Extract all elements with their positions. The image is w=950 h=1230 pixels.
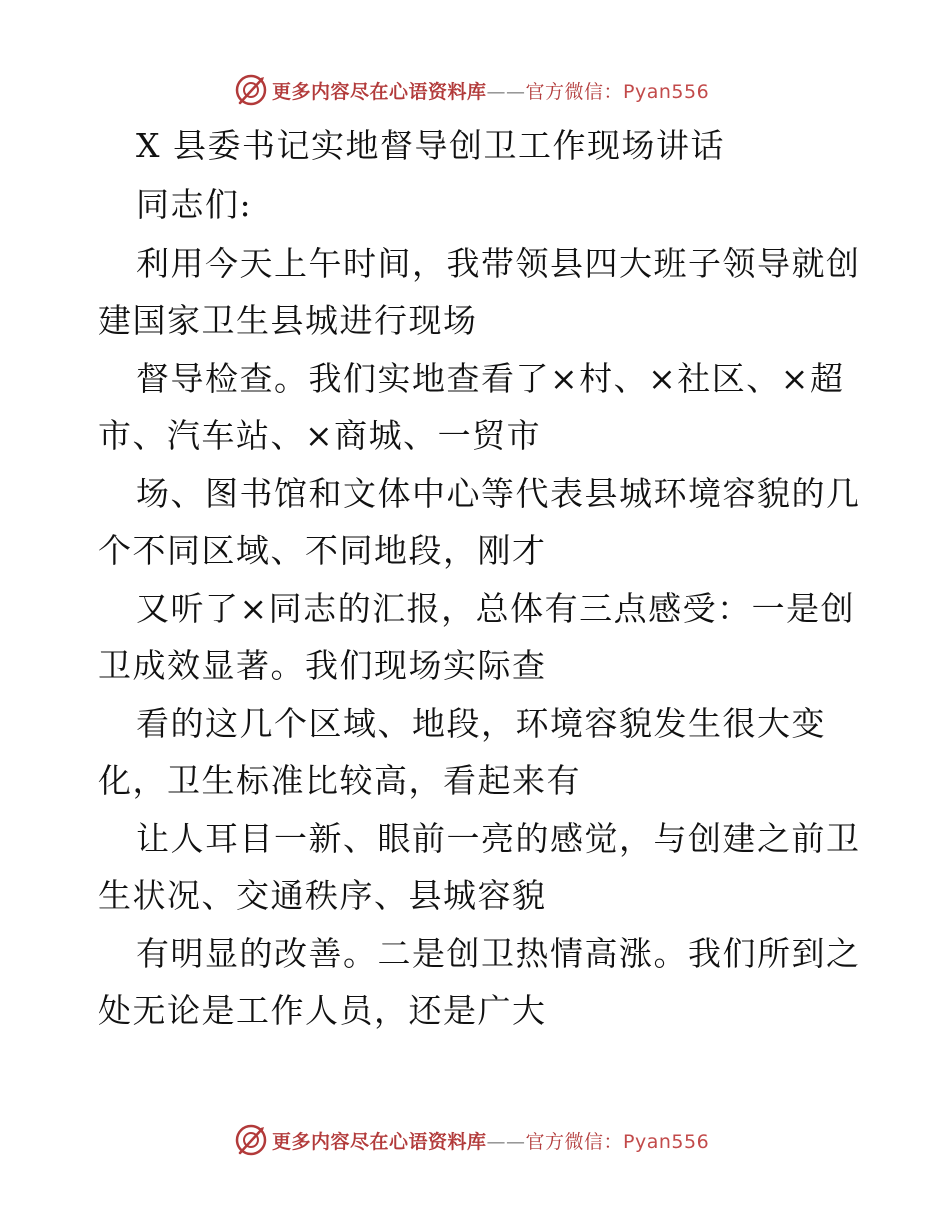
watermark-wechat-id: Pyan556: [623, 81, 710, 103]
watermark-text: [272, 77, 709, 104]
document-title: X 县委书记实地督导创卫工作现场讲话: [136, 126, 725, 165]
watermark-wechat-id: Pyan556: [623, 1131, 710, 1153]
text-line: 同志们:: [136, 185, 253, 224]
text-line: 个不同区域、不同地段，刚才: [98, 531, 547, 570]
text-line: 场、图书馆和文体中心等代表县城环境容貌的几: [136, 474, 861, 513]
text-line: 生状况、交通秩序、县城容貌: [98, 876, 547, 915]
watermark-label: 官方微信：: [525, 81, 624, 103]
watermark-separator: ——: [486, 1131, 526, 1153]
text-line: 处无论是工作人员，还是广大: [98, 991, 547, 1030]
watermark-label: 官方微信：: [525, 1131, 624, 1153]
text-line: 让人耳目一新、眼前一亮的感觉，与创建之前卫: [136, 819, 861, 858]
text-line: 建国家卫生县城进行现场: [98, 301, 478, 340]
watermark-promo: 更多内容尽在心语资料库: [272, 1131, 487, 1153]
text-line: 卫成效显著。我们现场实际查: [98, 646, 547, 685]
text-line: 督导检查。我们实地查看了×村、×社区、×超: [136, 359, 845, 398]
text-line: 化，卫生标准比较高，看起来有: [98, 761, 581, 800]
quill-logo-icon: [234, 1123, 268, 1157]
watermark-text: [272, 1127, 709, 1154]
footer-watermark: [0, 1121, 950, 1161]
watermark-separator: ——: [486, 81, 526, 103]
watermark-promo: 更多内容尽在心语资料库: [272, 81, 487, 103]
text-line: 看的这几个区域、地段，环境容貌发生很大变: [136, 704, 826, 743]
text-line: 市、汽车站、×商城、一贸市: [98, 416, 542, 455]
text-line: 利用今天上午时间，我带领县四大班子领导就创: [136, 244, 861, 283]
quill-logo-icon: [234, 73, 268, 107]
header-watermark: [0, 71, 950, 111]
text-line: 有明显的改善。二是创卫热情高涨。我们所到之: [136, 934, 861, 973]
text-line: 又听了×同志的汇报，总体有三点感受：一是创: [136, 589, 856, 628]
